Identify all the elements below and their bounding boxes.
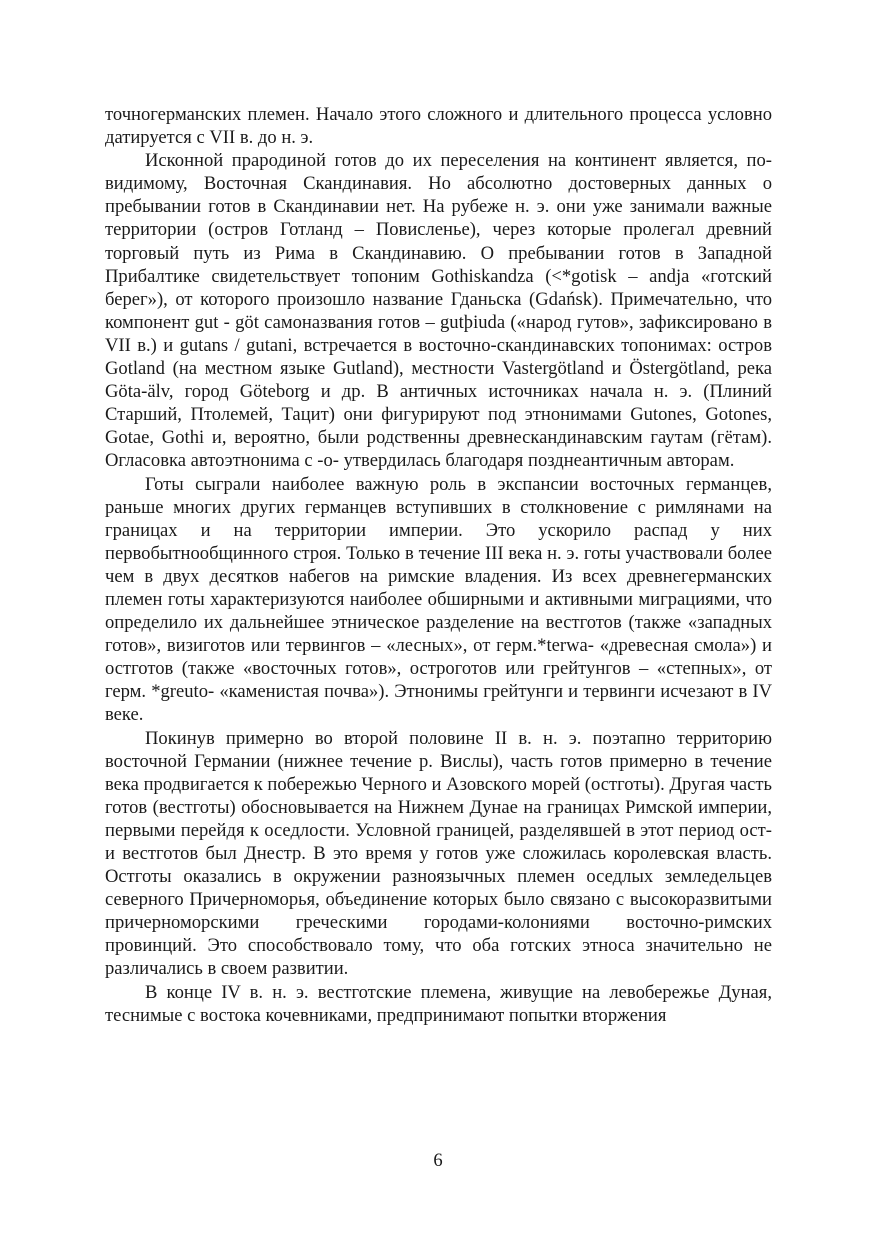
paragraph: В конце IV в. н. э. вестготские племена, живущие на левобережье Дуная, теснимые с востока кочевниками, предпринимают попытки вторжения — [105, 981, 772, 1026]
paragraph: Готы сыграли наиболее важную роль в экспансии восточных германцев, раньше многих других германцев вступивших в столкновение с римлянами на границах и на территории империи. Это ускорило распад у них первобытнообщинного строя. Только в течение III века н. э. готы участвовали более чем в двух десятков набегов на римские владения. Из всех древнегерманских племен готы характеризуются наиболее обширными и активными миграциями, что определило их дальнейшее этническое разделение на вестготов (также «западных готов», визиготов или тервингов – «лесных», от герм.*terwa- «древесная смола») и остготов (также «восточных готов», остроготов или грейтунгов – «степных», от герм. *greuto- «каменистая почва»). Этнонимы грейтунги и тервинги исчезают в IV веке. — [105, 473, 772, 726]
paragraph: Исконной прародиной готов до их переселения на континент является, по-видимому, Восточная Скандинавия. Но абсолютно достоверных данных о пребывании готов в Скандинавии нет. На рубеже н. э. они уже занимали важные территории (остров Готланд – Повисленье), через которые пролегал древний торговый путь из Рима в Скандинавию. О пребывании готов в Западной Прибалтике свидетельствует топоним Gothiskandza (<*gotisk – andja «готский берег»), от которого произошло название Гданьска (Gdańsk). Примечательно, что компонент gut - göt самоназвания готов – gutþiuda («народ гутов», зафиксировано в VII в.) и gutans / gutani, встречается в восточно-скандинавских топонимах: остров Gotland (на местном языке Gutland), местности Vastergötland и Östergötland, река Göta-älv, город Göteborg и др. В античных источниках начала н. э. (Плиний Старший, Птолемей, Тацит) они фигурируют под этнонимами Gutones, Gotones, Gotae, Gothi и, вероятно, были родственны древнескандинавским гаутам (гётам). Огласовка автоэтнонима с -о- утвердилась благодаря позднеантичным авторам. — [105, 150, 772, 472]
page-number: 6 — [433, 1150, 443, 1171]
paragraph: точногерманских племен. Начало этого сложного и длительного процесса условно датируется с VII в. до н. э. — [105, 104, 772, 149]
document-page — [105, 103, 772, 1027]
paragraph: Покинув примерно во второй половине II в. н. э. поэтапно территорию восточной Германии (нижнее течение р. Вислы), часть готов примерно в течение века продвигается к побережью Черного и Азовского морей (остготы). Другая часть готов (вестготы) обосновывается на Нижнем Дунае на границах Римской империи, первыми перейдя к оседлости. Условной границей, разделявшей в этот период ост- и вестготов был Днестр. В это время у готов уже сложилась королевская власть. Остготы оказались в окружении разноязычных племен оседлых земледельцев северного Причерноморья, объединение которых было связано с высокоразвитыми причерноморскими греческими городами-колониями восточно-римских провинций. Это способствовало тому, что оба готских этноса значительно не различались в своем развитии. — [105, 727, 772, 980]
